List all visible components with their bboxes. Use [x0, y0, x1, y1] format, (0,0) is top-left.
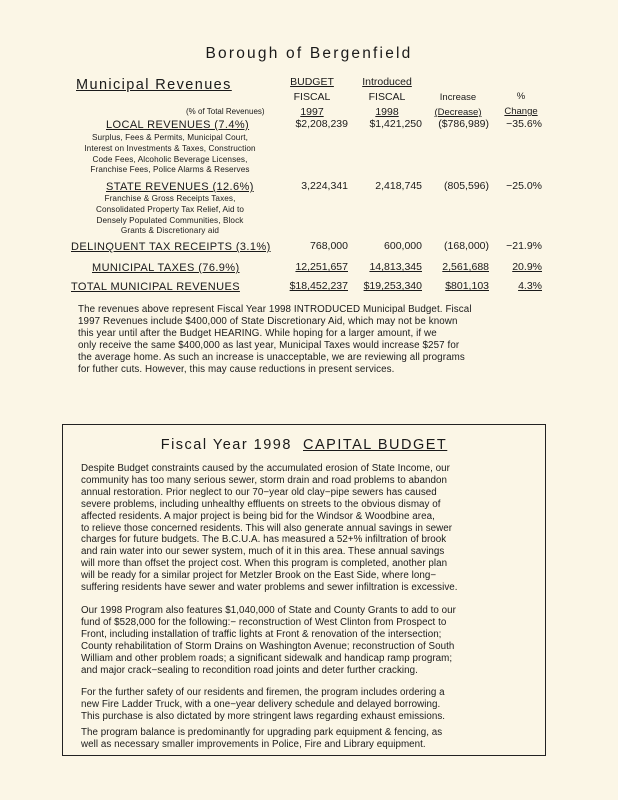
revenue-note-line: for futher cuts. However, this may cause reductions in present services. — [78, 363, 395, 375]
capital-budget-title-main: CAPITAL BUDGET — [303, 437, 448, 453]
municipal-taxes-budget-value: 12,251,657 — [295, 261, 348, 273]
cb-p2-line: and major crack−sealing to recondition road joints and deter further cracking. — [81, 664, 418, 676]
increase-header-line1: Increase — [439, 92, 477, 103]
state-revenues-description — [60, 194, 280, 237]
local-revenues-label: LOCAL REVENUES (7.4%) — [106, 119, 250, 131]
increase-header-line2: (Decrease) — [434, 107, 482, 118]
cb-p1-line: to relieve those concerned residents. This will also generate annual savings in sewer — [81, 522, 453, 534]
cb-p1-line: Despite Budget constraints caused by the accumulated erosion of State Income, our — [81, 463, 450, 474]
local-desc-line: Interest on Investments & Taxes, Construction — [84, 143, 256, 153]
introduced-header-line1: Introduced — [362, 76, 412, 88]
delinquent-change-value: (168,000) — [444, 240, 489, 252]
introduced-header-line3: 1998 — [375, 106, 399, 118]
state-revenues-label: STATE REVENUES (12.6%) — [106, 181, 254, 193]
cb-p1-line: will be ready for a similar project for Metzler Brook on the East Side, where long− — [81, 570, 437, 582]
cb-p1-line: will more than offset the project cost. When this program is completed, another plan — [81, 558, 448, 570]
pct-total-note: (% of Total Revenues) — [186, 107, 265, 116]
cb-p3-line: For the further safety of our residents and firemen, the program includes ordering a — [81, 687, 445, 698]
revenue-note-line: the average home. As such an increase is unacceptable, we are reviewing all programs — [78, 351, 465, 363]
introduced-header-line2: FISCAL — [368, 91, 406, 103]
page-title: Borough of Bergenfield — [205, 45, 413, 62]
increase-column-header — [420, 90, 496, 120]
cb-p1-line: affected residents. A major project is being bid for the Windsor & Woodbine area, — [81, 510, 435, 522]
delinquent-pct-value: −21.9% — [506, 240, 542, 252]
budget-header-line1: BUDGET — [290, 76, 334, 88]
revenue-note-paragraph — [78, 304, 548, 375]
state-desc-line: Consolidated Property Tax Relief, Aid to — [95, 204, 245, 214]
cb-p1-line: and rain water into our sewer system, much of it in this area. These annual savings — [81, 546, 445, 558]
capital-budget-title-year: Fiscal Year 1998 — [160, 437, 292, 453]
cb-p1-line: severe problems, including unhealthy effluents on streets to the obvious dismay of — [81, 498, 441, 510]
total-revenues-label: TOTAL MUNICIPAL REVENUES — [71, 281, 240, 293]
cb-p3-line: new Fire Ladder Truck, with a one−year delivery schedule and delayed borrowing. — [81, 698, 441, 710]
capital-budget-box — [62, 424, 546, 756]
revenue-note-line: this year until after the Budget HEARING. While hoping for a larger amount, if we — [78, 327, 437, 339]
cb-p2-line: William and other problem roads; a significant sidewalk and handicap ramp program; — [81, 652, 453, 664]
cb-p1-line: annual restoration. Prior neglect to our 70−year old clay−pipe sewers has caused — [81, 486, 437, 498]
capital-budget-title — [63, 437, 545, 453]
pct-change-column-header — [492, 89, 550, 119]
municipal-taxes-label: MUNICIPAL TAXES (76.9%) — [92, 262, 240, 274]
capital-budget-paragraph-4 — [81, 727, 531, 751]
state-desc-line: Franchise & Gross Receipts Taxes, — [104, 194, 236, 203]
delinquent-budget-value: 768,000 — [310, 240, 348, 252]
delinquent-introduced-value: 600,000 — [384, 240, 422, 252]
state-pct-value: −25.0% — [506, 180, 542, 192]
cb-p2-line: Front, including installation of traffic lights at Front & renovation of the intersection; — [81, 628, 442, 640]
total-introduced-value: $19,253,340 — [363, 280, 422, 292]
local-desc-line: Surplus, Fees & Permits, Municipal Court, — [91, 133, 249, 142]
capital-budget-paragraph-2 — [81, 605, 531, 676]
state-introduced-value: 2,418,745 — [375, 180, 422, 192]
section-title: Municipal Revenues — [76, 77, 232, 93]
state-desc-line: Densely Populated Communities, Block — [96, 215, 244, 225]
state-change-value: (805,596) — [444, 180, 489, 192]
local-change-value: ($786,989) — [438, 118, 489, 130]
total-change-value: $801,103 — [445, 280, 489, 292]
cb-p2-line: fund of $528,000 for the following:− reconstruction of West Clinton from Prospect to — [81, 616, 447, 628]
revenue-note-line: 1997 Revenues include $400,000 of State Discretionary Aid, which may not be known — [78, 315, 458, 327]
local-revenues-description — [60, 133, 280, 176]
budget-column-header — [282, 75, 342, 120]
pct-header-line2: Change — [504, 106, 538, 117]
capital-budget-paragraph-1 — [81, 463, 531, 594]
total-pct-value: 4.3% — [518, 280, 542, 292]
cb-p3-line: This purchase is also dictated by more stringent laws regarding exhaust emissions. — [81, 710, 446, 722]
municipal-taxes-change-value: 2,561,688 — [442, 261, 489, 273]
cb-p4-line: The program balance is predominantly for upgrading park equipment & fencing, as — [81, 727, 443, 738]
cb-p1-line: charges for future budgets. The B.C.U.A. has measured a 52+% infiltration of brook — [81, 534, 447, 546]
municipal-taxes-pct-value: 20.9% — [512, 261, 542, 273]
capital-budget-paragraph-3 — [81, 687, 531, 723]
cb-p1-line: community has too many serious sewer, storm drain and road problems to abandon — [81, 474, 448, 486]
introduced-column-header — [352, 75, 422, 120]
state-budget-value: 3,224,341 — [301, 180, 348, 192]
local-introduced-value: $1,421,250 — [369, 118, 422, 130]
cb-p1-line: suffering residents have sewer and water problems and sewer infiltration is excessive. — [81, 582, 458, 594]
cb-p2-line: Our 1998 Program also features $1,040,000 of State and County Grants to add to our — [81, 605, 456, 616]
total-budget-value: $18,452,237 — [289, 280, 348, 292]
municipal-taxes-introduced-value: 14,813,345 — [369, 261, 422, 273]
local-pct-value: −35.6% — [506, 118, 542, 130]
budget-header-line2: FISCAL — [293, 91, 331, 103]
state-desc-line: Grants & Discretionary aid — [120, 226, 220, 236]
revenue-note-line: only receive the same $400,000 as last year, Municipal Taxes would increase $257 for — [78, 339, 460, 351]
pct-header-line1: % — [516, 91, 526, 102]
local-desc-line: Franchise Fees, Police Alarms & Reserves — [90, 165, 250, 175]
local-budget-value: $2,208,239 — [295, 118, 348, 130]
cb-p2-line: County rehabilitation of Storm Drains on Washington Avenue; reconstruction of South — [81, 640, 455, 652]
revenue-note-line: The revenues above represent Fiscal Year 1998 INTRODUCED Municipal Budget. Fiscal — [78, 304, 472, 315]
cb-p4-line: well as necessary smaller improvements in Police, Fire and Library equipment. — [81, 738, 426, 750]
budget-header-line3: 1997 — [300, 106, 324, 118]
delinquent-tax-label: DELINQUENT TAX RECEIPTS (3.1%) — [71, 241, 271, 253]
local-desc-line: Code Fees, Alcoholic Beverage Licenses, — [92, 154, 248, 164]
